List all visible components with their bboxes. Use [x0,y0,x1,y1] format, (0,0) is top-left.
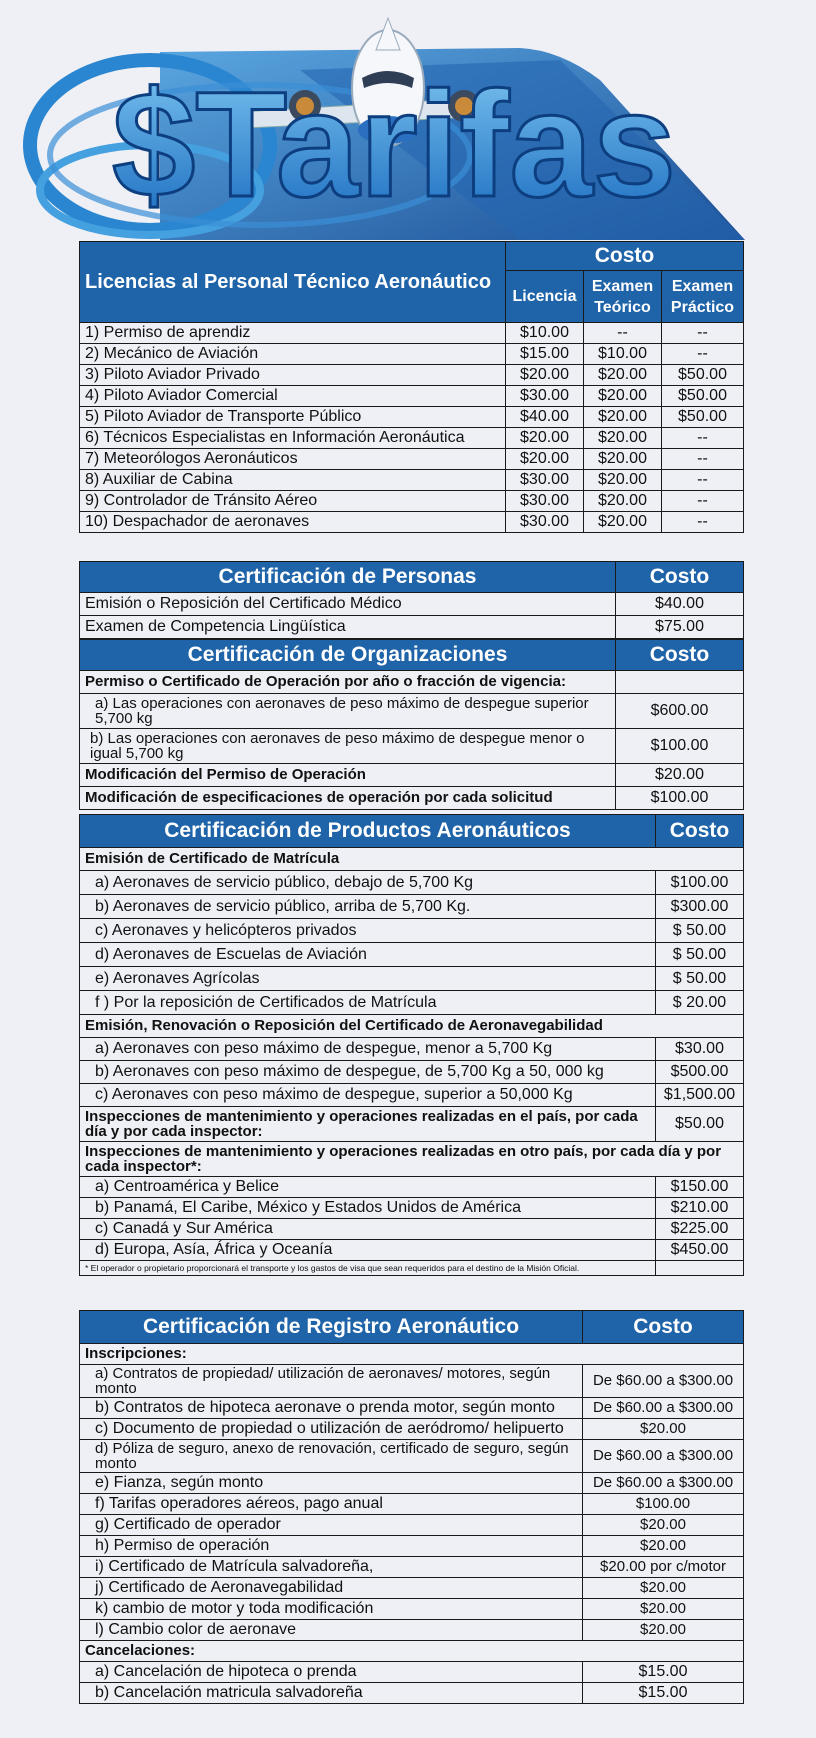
licencia-name: 3) Piloto Aviador Privado [80,365,506,386]
matricula-row-price: $ 20.00 [656,991,744,1015]
inscripcion-label: l) Cambio color de aeronave [80,1620,583,1641]
licencia-row [80,470,744,491]
inspeccion-otro-row [80,1219,744,1240]
matricula-row [80,943,744,967]
aeronavegabilidad-row-price: $1,500.00 [656,1084,744,1107]
inscripcion-row [80,1440,744,1473]
examen-teorico-cost: $20.00 [584,407,662,428]
inscripcion-price: $20.00 [583,1599,744,1620]
examen-teorico-cost: $20.00 [584,386,662,407]
banner-title: $Tarifas [112,60,677,228]
inscripcion-label: k) cambio de motor y toda modificación [80,1599,583,1620]
col-examen-teorico: Examen Teórico [584,271,662,323]
cancelacion-row-price: $15.00 [583,1662,744,1683]
registro-costo-header: Costo [583,1311,744,1344]
aeronavegabilidad-row-label: a) Aeronaves con peso máximo de despegue, menor a 5,700 Kg [80,1038,656,1061]
personas-row [80,593,744,616]
inscripcion-row [80,1473,744,1494]
cancelacion-row [80,1662,744,1683]
licencias-title: Licencias al Personal Técnico Aeronáutico [80,242,506,323]
examen-teorico-cost: $20.00 [584,491,662,512]
matricula-row [80,967,744,991]
matricula-row-price: $ 50.00 [656,967,744,991]
examen-teorico-cost: -- [584,323,662,344]
productos-costo-header: Costo [656,815,744,848]
examen-teorico-cost: $20.00 [584,428,662,449]
examen-teorico-cost: $20.00 [584,512,662,533]
inscripcion-row [80,1398,744,1419]
aeronavegabilidad-row-price: $30.00 [656,1038,744,1061]
matricula-row-label: a) Aeronaves de servicio público, debajo de 5,700 Kg [80,871,656,895]
inscripcion-row [80,1599,744,1620]
inscripcion-label: c) Documento de propiedad o utilización de aeródromo/ helipuerto [80,1419,583,1440]
licencias-section [79,241,743,533]
matricula-title: Emisión de Certificado de Matrícula [80,848,744,871]
licencia-row [80,386,744,407]
licencia-name: 8) Auxiliar de Cabina [80,470,506,491]
inscripcion-row [80,1419,744,1440]
org-item-a-price: $600.00 [616,694,744,729]
inscripcion-price: $100.00 [583,1494,744,1515]
examen-teorico-cost: $20.00 [584,449,662,470]
organizaciones-section [79,639,743,810]
organizaciones-costo-header: Costo [616,640,744,671]
org-mod2-price: $100.00 [616,787,744,810]
licencia-name: 10) Despachador de aeronaves [80,512,506,533]
inscripcion-price: $20.00 [583,1536,744,1557]
matricula-row-label: b) Aeronaves de servicio público, arriba de 5,700 Kg. [80,895,656,919]
inspeccion-otro-row [80,1198,744,1219]
examen-teorico-cost: $10.00 [584,344,662,365]
personas-row-label: Emisión o Reposición del Certificado Médico [80,593,616,616]
matricula-row-label: d) Aeronaves de Escuelas de Aviación [80,943,656,967]
matricula-row [80,895,744,919]
matricula-row-price: $ 50.00 [656,919,744,943]
aeronavegabilidad-row-label: b) Aeronaves con peso máximo de despegue, de 5,700 Kg a 50, 000 kg [80,1061,656,1084]
inscripcion-row [80,1620,744,1641]
inspeccion-otro-row [80,1240,744,1261]
examen-practico-cost: -- [662,449,744,470]
licencia-name: 1) Permiso de aprendiz [80,323,506,344]
licencia-cost: $10.00 [506,323,584,344]
col-examen-practico: Examen Práctico [662,271,744,323]
inscripcion-label: h) Permiso de operación [80,1536,583,1557]
examen-teorico-cost: $20.00 [584,470,662,491]
licencia-name: 7) Meteorólogos Aeronáuticos [80,449,506,470]
matricula-row-label: e) Aeronaves Agrícolas [80,967,656,991]
inspecciones-pais-price: $50.00 [656,1107,744,1142]
inscripcion-price: $20.00 [583,1620,744,1641]
aeronavegabilidad-row [80,1061,744,1084]
licencia-row [80,344,744,365]
examen-teorico-cost: $20.00 [584,365,662,386]
inscripcion-price: $20.00 [583,1419,744,1440]
examen-practico-cost: -- [662,344,744,365]
personas-row-price: $40.00 [616,593,744,616]
matricula-row-label: f ) Por la reposición de Certificados de Matrícula [80,991,656,1015]
matricula-row [80,871,744,895]
personas-section [79,561,743,639]
inscripcion-label: d) Póliza de seguro, anexo de renovación, certificado de seguro, según monto [80,1440,583,1473]
aeronavegabilidad-title: Emisión, Renovación o Reposición del Certificado de Aeronavegabilidad [80,1015,744,1038]
inscripcion-row [80,1365,744,1398]
cancelacion-row-label: b) Cancelación matricula salvadoreña [80,1683,583,1704]
org-mod1-price: $20.00 [616,764,744,787]
licencia-row [80,491,744,512]
nota-operador: * El operador o propietario proporcionará el transporte y los gastos de visa que sean requeridos para el destino de la Misión Oficial. [80,1261,656,1276]
examen-practico-cost: -- [662,323,744,344]
inspecciones-pais: Inspecciones de mantenimiento y operaciones realizadas en el país, por cada día y por cada inspector: [80,1107,656,1142]
productos-section [79,814,743,1276]
inscripcion-label: f) Tarifas operadores aéreos, pago anual [80,1494,583,1515]
licencia-cost: $40.00 [506,407,584,428]
inscripcion-label: j) Certificado de Aeronavegabilidad [80,1578,583,1599]
productos-title: Certificación de Productos Aeronáuticos [80,815,656,848]
inspeccion-otro-row-label: c) Canadá y Sur América [80,1219,656,1240]
licencia-row [80,449,744,470]
examen-practico-cost: $50.00 [662,407,744,428]
inspeccion-otro-row-price: $210.00 [656,1198,744,1219]
licencia-row [80,512,744,533]
licencia-row [80,407,744,428]
inscripcion-price: De $60.00 a $300.00 [583,1365,744,1398]
matricula-row-price: $300.00 [656,895,744,919]
licencia-name: 9) Controlador de Tránsito Aéreo [80,491,506,512]
examen-practico-cost: -- [662,512,744,533]
col-licencia: Licencia [506,271,584,323]
inscripciones-title: Inscripciones: [80,1344,744,1365]
cancelacion-row-price: $15.00 [583,1683,744,1704]
licencia-cost: $20.00 [506,365,584,386]
inscripcion-label: i) Certificado de Matrícula salvadoreña, [80,1557,583,1578]
org-item-a: a) Las operaciones con aeronaves de peso máximo de despegue superior 5,700 kg [80,694,616,729]
licencia-cost: $30.00 [506,512,584,533]
cancelacion-row [80,1683,744,1704]
inscripcion-label: a) Contratos de propiedad/ utilización de aeronaves/ motores, según monto [80,1365,583,1398]
registro-title: Certificación de Registro Aeronáutico [80,1311,583,1344]
matricula-row [80,991,744,1015]
licencia-name: 2) Mecánico de Aviación [80,344,506,365]
licencia-cost: $30.00 [506,470,584,491]
matricula-row-price: $100.00 [656,871,744,895]
licencia-row [80,323,744,344]
personas-row-label: Examen de Competencia Lingüística [80,616,616,639]
organizaciones-title: Certificación de Organizaciones [80,640,616,671]
airplane-logo-icon [0,0,816,245]
aeronavegabilidad-row-price: $500.00 [656,1061,744,1084]
matricula-row [80,919,744,943]
personas-row-price: $75.00 [616,616,744,639]
inspecciones-otro-pais: Inspecciones de mantenimiento y operaciones realizadas en otro país, por cada día y por cada inspector*: [80,1142,744,1177]
aeronavegabilidad-row [80,1084,744,1107]
inscripcion-label: b) Contratos de hipoteca aeronave o prenda motor, según monto [80,1398,583,1419]
examen-practico-cost: -- [662,491,744,512]
examen-practico-cost: $50.00 [662,386,744,407]
examen-practico-cost: -- [662,428,744,449]
inscripcion-row [80,1515,744,1536]
inscripcion-row [80,1578,744,1599]
inspeccion-otro-row-price: $450.00 [656,1240,744,1261]
inspeccion-otro-row-label: a) Centroamérica y Belice [80,1177,656,1198]
licencia-name: 6) Técnicos Especialistas en Información Aeronáutica [80,428,506,449]
inscripcion-price: De $60.00 a $300.00 [583,1473,744,1494]
tarifas-banner [0,0,816,245]
inscripcion-row [80,1557,744,1578]
inscripcion-price: $20.00 [583,1515,744,1536]
examen-practico-cost: $50.00 [662,365,744,386]
permiso-operacion-label: Permiso o Certificado de Operación por año o fracción de vigencia: [80,671,616,694]
inscripcion-label: e) Fianza, según monto [80,1473,583,1494]
aeronavegabilidad-row [80,1038,744,1061]
inspeccion-otro-row-label: d) Europa, Asía, África y Oceanía [80,1240,656,1261]
org-item-b-price: $100.00 [616,729,744,764]
inscripcion-price: $20.00 [583,1578,744,1599]
cancelaciones-title: Cancelaciones: [80,1641,744,1662]
org-mod2: Modificación de especificaciones de operación por cada solicitud [80,787,616,810]
licencia-cost: $30.00 [506,491,584,512]
licencia-cost: $20.00 [506,449,584,470]
inspeccion-otro-row [80,1177,744,1198]
cancelacion-row-label: a) Cancelación de hipoteca o prenda [80,1662,583,1683]
inspeccion-otro-row-label: b) Panamá, El Caribe, México y Estados Unidos de América [80,1198,656,1219]
licencia-cost: $30.00 [506,386,584,407]
inspeccion-otro-row-price: $150.00 [656,1177,744,1198]
personas-title: Certificación de Personas [80,562,616,593]
licencia-name: 4) Piloto Aviador Comercial [80,386,506,407]
personas-costo-header: Costo [616,562,744,593]
licencias-costo-header: Costo [506,242,744,271]
licencia-cost: $20.00 [506,428,584,449]
licencia-row [80,428,744,449]
aeronavegabilidad-row-label: c) Aeronaves con peso máximo de despegue, superior a 50,000 Kg [80,1084,656,1107]
inscripcion-price: De $60.00 a $300.00 [583,1398,744,1419]
registro-section [79,1310,743,1704]
org-mod1: Modificación del Permiso de Operación [80,764,616,787]
inspeccion-otro-row-price: $225.00 [656,1219,744,1240]
org-item-b: b) Las operaciones con aeronaves de peso máximo de despegue menor o igual 5,700 kg [80,729,616,764]
inscripcion-price: $20.00 por c/motor [583,1557,744,1578]
examen-practico-cost: -- [662,470,744,491]
personas-row [80,616,744,639]
inscripcion-row [80,1536,744,1557]
licencia-name: 5) Piloto Aviador de Transporte Público [80,407,506,428]
licencia-cost: $15.00 [506,344,584,365]
inscripcion-label: g) Certificado de operador [80,1515,583,1536]
matricula-row-price: $ 50.00 [656,943,744,967]
matricula-row-label: c) Aeronaves y helicópteros privados [80,919,656,943]
licencia-row [80,365,744,386]
inscripcion-price: De $60.00 a $300.00 [583,1440,744,1473]
inscripcion-row [80,1494,744,1515]
